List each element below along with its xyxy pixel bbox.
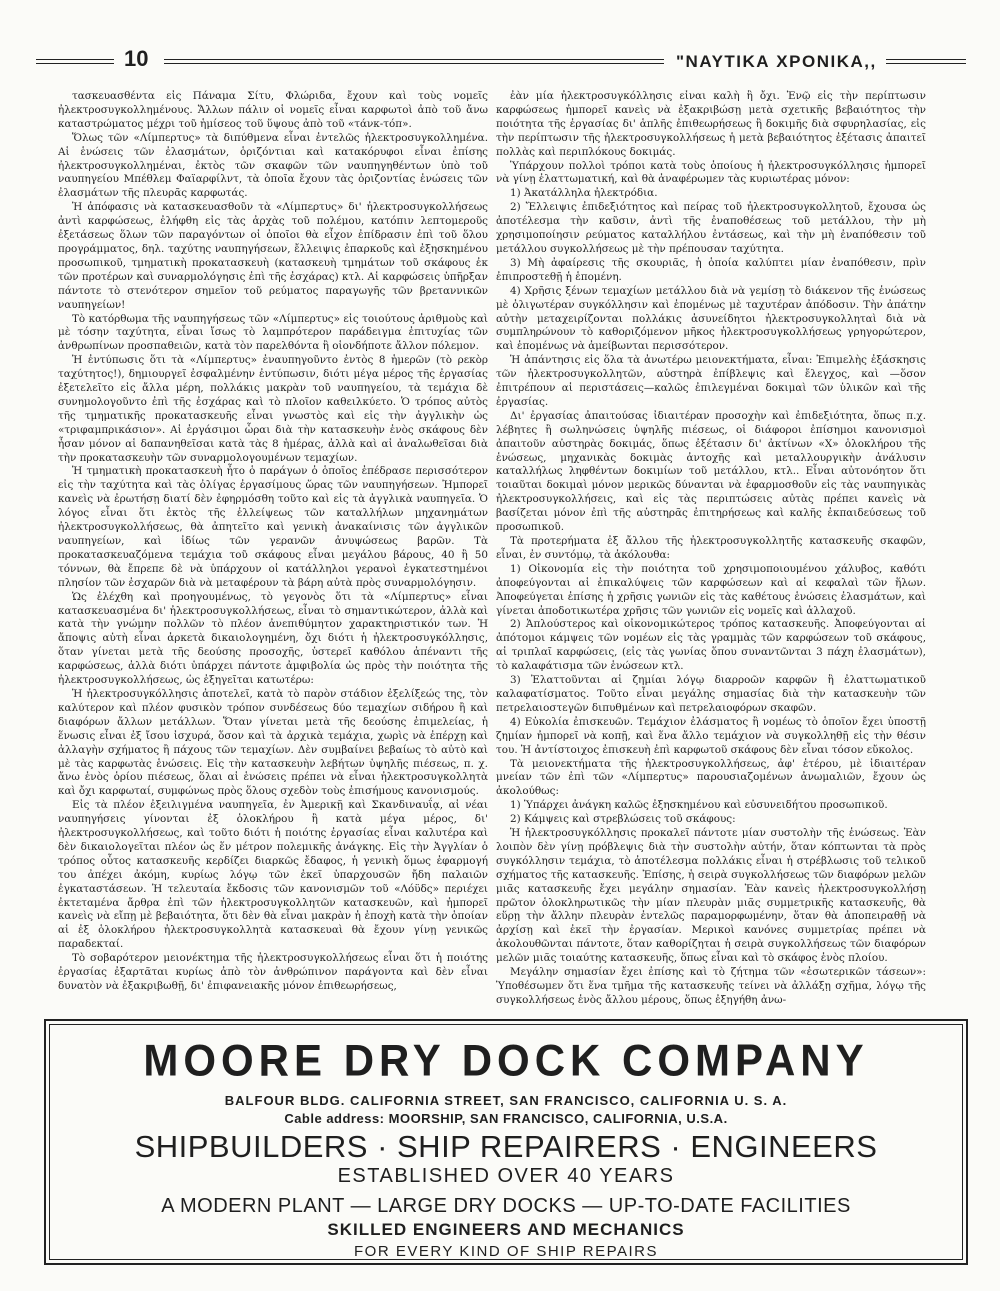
paragraph: Ὡς ἐλέχθη καὶ προηγουμένως, τὸ γεγονὸς ὅτι τὰ «Λίμπερτυς» εἶναι κατασκευασμένα δι' ἠλεκτροσυγκολλήσεως, εἶναι τὸ σημαντικώτερον, ἀλλὰ καὶ κατὰ τὴν γνώμην πολλῶν τὸ πλέον ἀνεπιθύμητον χαρακτηριστικόν των. Ἡ ἄποψις αὐτὴ εἶναι ἀρκετὰ δικαιολογημένη, ὄχι διότι ἡ ἠλεκτροσυγκόλλησις, ὅταν γίνεται μετὰ τῆς δεούσης προσοχῆς, ὑστερεῖ καθόλου ἀπέναντι τῆς καρφώσεως, ἀλλὰ διότι ὑπάρχει πάντοτε ἀμφιβολία ὡς πρὸς τὴν ποιότητα τῆς ἠλεκτροσυγκολλήσεως, ὡς ἐξηγεῖται κατωτέρω:: [58, 590, 488, 687]
ad-established: ESTABLISHED OVER 40 YEARS: [337, 1165, 675, 1187]
paragraph: 3) Ἐλαττοῦνται αἱ ζημίαι λόγῳ διαρροῶν καρφῶν ἢ ἐλαττωματικοῦ καλαφατίσματος. Τοῦτο εἶναι μεγάλης σημασίας διὰ τὴν κατασκευὴν τῶν πετρελαιοστεγῶν διπυθμένων καὶ πετρελαιοφόρων σκαφῶν.: [496, 674, 926, 714]
header-rule-left: [36, 59, 114, 64]
paragraph: Εἰς τὰ πλέον ἐξειλιγμένα ναυπηγεῖα, ἐν Ἀμερικῇ καὶ Σκανδιναυΐᾳ, αἱ νέαι ναυπηγήσεις γίνονται ἐξ ὁλοκλήρου ἢ κατὰ μέγα μέρος, δι' ἠλεκτροσυγκολλήσεως, καὶ τοῦτο διότι ἡ ποιότης ἐργασίας εἶναι καλυτέρα καὶ δὲν δικαιολογεῖται πλέον ὡς ἕν μέτρον πολεμικῆς ἀνάγκης. Εἰς τὴν Ἀγγλίαν ὁ τρόπος οὗτος κατασκευῆς κερδίζει διαρκῶς ἔδαφος, ἡ γενικὴ ὅμως ἐφαρμογή του ἀπέχει ἀκόμη, κυρίως λόγῳ τῶν ἐκεῖ ὑπαρχουσῶν ἤδη παλαιῶν ἐγκαταστάσεων. Ἡ τελευταία ἔκδοσις τῶν κανονισμῶν τοῦ «Λόϋδς» περιέχει ἐκτεταμένα ἄρθρα ἐπὶ τῶν ἠλεκτροσυγκολλητῶν κατασκευῶν, καὶ ἠμπορεῖ κανεὶς νὰ εἴπῃ μὲ βεβαιότητα, ὅτι δὲν θὰ εἶναι μακρὰν ἡ ἐποχὴ κατὰ τὴν ὁποίαν αἱ ἐξ ὁλοκλήρου ἠλεκτροσυγκολλητὰ κατασκευαὶ θὰ ἔχουν γίνῃ γενικῶς παραδεκταί.: [58, 799, 488, 951]
paragraph: Ἡ ἠλεκτροσυγκόλλησις ἀποτελεῖ, κατὰ τὸ παρὸν στάδιον ἐξελίξεώς της, τὸν καλύτερον καὶ πλέον φυσικὸν τρόπον συνδέσεως δύο τεμαχίων σιδήρου ἢ καὶ διαφόρων ἄλλων μετάλλων. Ὅταν γίνεται μετὰ τῆς δεούσης ἐπιμελείας, ἡ ἕνωσις εἶναι ἐξ ἴσου ἰσχυρά, ὅσον καὶ τὰ ἀρχικὰ τεμάχια, χωρὶς νὰ ἐπέρχῃ καὶ ἀλλαγὴν σχήματος ἢ πάχους τῶν τεμαχίων. Δὲν συμβαίνει βεβαίως τὸ αὐτὸ καὶ μὲ τὰς καρφωτὰς ἑνώσεις. Εἰς τὴν κατασκευὴν λεβήτων ὑψηλῆς πιέσεως, π. χ. ἄνω ἑνὸς ὁρίου πιέσεως, ὅλαι αἱ ἑνώσεις πρέπει νὰ εἶναι ἠλεκτροσυγκολλητὰ καὶ ὄχι καρφωταί, συμφώνως πρὸς ὅλους σχεδὸν τοὺς ἐπισήμους κανονισμούς.: [58, 687, 488, 798]
paragraph: Τὰ προτερήματα ἐξ ἄλλου τῆς ἠλεκτροσυγκολλητῆς κατασκευῆς σκαφῶν, εἶναι, ἐν συντόμῳ, τὰ ἀκόλουθα:: [496, 535, 926, 561]
paragraph: Τὰ μειονεκτήματα τῆς ἠλεκτροσυγκολλήσεως, ἀφ' ἑτέρου, μὲ ἰδιαιτέραν μνείαν τῶν ἐπὶ τῶν «Λίμπερτυς» παρουσιαζομένων ἀνωμαλιῶν, ἔχουν ὡς ἀκολούθως:: [496, 757, 926, 798]
left-text-column: [58, 90, 488, 1010]
paragraph: Ἡ ἠλεκτροσυγκόλλησις προκαλεῖ πάντοτε μίαν συστολὴν τῆς ἑνώσεως. Ἐὰν λοιπὸν δὲν γίνῃ πρόβλεψις διὰ τὴν συστολὴν αὐτήν, ὅταν κόπτωνται τὰ πρὸς συγκόλλησιν τεμάχια, τὸ ἀποτέλεσμα πολλάκις εἶναι ἡ στρέβλωσις τοῦ τελικοῦ σχήματος τῆς κατασκευῆς. Ἐπίσης, ἡ σειρὰ συγκολλήσεως τῶν διαφόρων μελῶν μιᾶς κατασκευῆς ἔχει μεγάλην σημασίαν. Ἐὰν κανεὶς ἠλεκτροσυγκολλήσῃ πρῶτον ὁλοκληρωτικῶς τὴν μίαν πλευρὰν μιᾶς συμμετρικῆς κατασκευῆς, θὰ εὕρῃ τὴν ἄλλην πλευρὰν ἐντελῶς παραμορφωμένην, ὅταν θὰ ἀποπειραθῇ νὰ ἀρχίσῃ καὶ ἐκεῖ τὴν ἐργασίαν. Μερικοὶ κανόνες συμμετρίας πρέπει νὰ ἀκολουθῶνται πάντοτε, ὅταν καθορίζηται ἡ σειρὰ συγκολλήσεως τῶν διαφόρων μελῶν μιᾶς τοιαύτης κατασκευῆς, ὅπως εἶναι καὶ τὸ σκάφος ἑνὸς πλοίου.: [496, 827, 926, 965]
paragraph: 2) Ἔλλειψις ἐπιδεξιότητος καὶ πείρας τοῦ ἠλεκτροσυγκολλητοῦ, ἔχουσα ὡς ἀποτέλεσμα τὴν καῦσιν, ἀντὶ τῆς ἐναποθέσεως τοῦ μετάλλου, τὴν μὴ χρησιμοποίησιν ρεύματος καταλλήλου ἐντάσεως, καὶ τὴν μὴ ἐναπόθεσιν τοῦ μετάλλου συγκολλήσεως μὲ τὴν πρέπουσαν ταχύτητα.: [496, 201, 926, 255]
ad-modern-plant: A MODERN PLANT — LARGE DRY DOCKS — UP-TO-DATE FACILITIES: [161, 1195, 851, 1217]
paragraph: 1) Ὑπάρχει ἀνάγκη καλῶς ἐξησκημένου καὶ εὐσυνειδήτου προσωπικοῦ.: [510, 799, 888, 812]
paragraph: 3) Μὴ ἀφαίρεσις τῆς σκουριᾶς, ἡ ὁποία καλύπτει μίαν ἐναπόθεσιν, πρὶν ἐπιπροστεθῇ ἡ ἑπομένη.: [496, 256, 926, 283]
paragraph: 1) Οἰκονομία εἰς τὴν ποιότητα τοῦ χρησιμοποιουμένου χάλυβος, καθότι ἀποφεύγονται αἱ ἐπικαλύψεις τῶν καρφώσεων καὶ αἱ κεφαλαὶ τῶν ἥλων. Ἀποφεύγεται ἐπίσης ἡ χρῆσις γωνιῶν εἰς τὰς καθέτους ἑνώσεις ἐλασμάτων, καὶ γίνεται ἀποδοτικωτέρα χρῆσις τῶν γωνιῶν εἰς νομεῖς καὶ ἀλλαχοῦ.: [496, 562, 926, 617]
ad-every-kind: FOR EVERY KIND OF SHIP REPAIRS: [354, 1243, 658, 1260]
paragraph: Ὅλως τῶν «Λίμπερτυς» τὰ διπύθμενα εἶναι ἐντελῶς ἠλεκτροσυγκολλημένα. Αἱ ἑνώσεις τῶν ἐλασμάτων, ὁριζόντιαι καὶ κατακόρυφοι εἶναι ἐπίσης ἠλεκτροσυγκολλημέναι, ἐκτὸς τῶν σκαφῶν τῶν ναυπηγηθέντων ὑπὸ τοῦ ναυπηγείου Μπέθλεμ Φαϊαρφίλντ, τὰ ὁποῖα ἔχουν τὰς ὁριζοντίας ἑνώσεις τῶν ἐλασμάτων τῆς πλευρᾶς καρφωτάς.: [58, 131, 488, 200]
paragraph: ἐὰν μία ἠλεκτροσυγκόλλησις εἶναι καλὴ ἢ ὄχι. Ἐνῷ εἰς τὴν περίπτωσιν καρφώσεως ἠμπορεῖ κανεὶς νὰ ἐξακριβώσῃ μετὰ σχετικῆς βεβαιότητος τὴν ποιότητα τῆς ἐργασίας δι' ἁπλῆς ἐπιθεωρήσεως ἢ δοκιμῆς διὰ σφυρηλασίας, εἰς τὴν περίπτωσιν τῆς ἠλεκτροσυγκολλήσεως ἡ μετὰ βεβαιότητος ἐξέτασις ἀπαιτεῖ πολλὰς καὶ περιπλόκους δοκιμάς.: [496, 90, 926, 158]
paragraph: Τὸ σοβαρότερον μειονέκτημα τῆς ἠλεκτροσυγκολλήσεως εἶναι ὅτι ἡ ποιότης ἐργασίας ἐξαρτᾶται κυρίως ἀπὸ τὸν ἀνθρώπινον παράγοντα καὶ δὲν εἶναι δυνατὸν νὰ ἐξακριβωθῇ, δι' ἐπιφανειακῆς μόνον ἐπιθεωρήσεως,: [58, 952, 488, 992]
paragraph: 2) Ἁπλούστερος καὶ οἰκονομικώτερος τρόπος κατασκευῆς. Ἀποφεύγονται αἱ ἀπότομοι κάμψεις τῶν νομέων εἰς τὰς γραμμὰς τῶν καρφώσεων τοῦ σκάφους, αἱ τριπλαῖ καρφώσεις, (εἰς τὰς γωνίας ὅπου συναντῶνται 3 πάχη ἐλασμάτων), τὸ καλαφάτισμα τῶν ἑνώσεων κτλ.: [496, 618, 926, 673]
ad-services: SHIPBUILDERS · SHIP REPAIRERS · ENGINEERS: [134, 1129, 878, 1164]
running-title: "ΝΑΥΤΙΚΑ ΧΡΟΝΙΚΑ,,: [676, 52, 877, 71]
paragraph: 2) Κάμψεις καὶ στρεβλώσεις τοῦ σκάφους:: [510, 813, 736, 826]
page-header: [36, 46, 966, 78]
ad-skilled-engineers: SKILLED ENGINEERS AND MECHANICS: [327, 1220, 685, 1239]
paragraph: Ἡ τμηματικὴ προκατασκευὴ ἦτο ὁ παράγων ὁ ὁποῖος ἐπέδρασε περισσότερον εἰς τὴν ταχύτητα καὶ τὰς ὀλίγας ἐργασίμους ὥρας τῶν ναυπηγήσεων. Ἠμπορεῖ κανεὶς νὰ ἐρωτήσῃ διατί δὲν ἐφηρμόσθη τοῦτο καὶ εἰς τὰ ἀγγλικὰ ναυπηγεῖα. Ὁ λόγος εἶναι ὅτι ἐκτὸς τῆς ἐλλείψεως τῶν καταλλήλων μηχανημάτων ἠλεκτροσυγκολλήσεως, θὰ ἀπητεῖτο καὶ γενικὴ ἀνακαίνισις τῶν ἀγγλικῶν ναυπηγείων, καὶ ἰδίως τῶν γερανῶν ἀνυψώσεως βαρῶν. Τὰ προκατασκευαζόμενα τεμάχια τοῦ σκάφους εἶναι μεγάλου βάρους, 40 ἢ 50 τόννων, θὰ ἔπρεπε δὲ νὰ ὑπάρχουν οἱ κατάλληλοι γερανοὶ ἐγκατεστημένοι πλησίον τῶν ἐσχαρῶν διὰ νὰ μεταφέρουν τὰ βάρη αὐτὰ πρὸς συναρμολόγησιν.: [58, 465, 488, 589]
moore-dry-dock-advertisement: [44, 1019, 968, 1265]
paragraph: Ὑπάρχουν πολλοὶ τρόποι κατὰ τοὺς ὁποίους ἡ ἠλεκτροσυγκόλλησις ἠμπορεῖ νὰ γίνῃ ἐλαττωματική, καὶ θὰ ἀναφέρωμεν τὰς κυριωτέρας μόνον:: [496, 159, 926, 186]
paragraph: Ἡ ἀπόφασις νὰ κατασκευασθοῦν τὰ «Λίμπερτυς» δι' ἠλεκτροσυγκολλήσεως ἀντὶ καρφώσεως, ἐλήφθη εἰς τὰς ἀρχὰς τοῦ πολέμου, κατόπιν λεπτομεροῦς ἐξετάσεως ὅλων τῶν παραγόντων οἱ ὁποῖοι θὰ εἶχον ἐπίδρασιν ἐπὶ τοῦ ὅλου προγράμματος, δηλ. ταχύτης ναυπηγήσεων, ἔλλειψις ἐπαρκοῦς καὶ ἐξησκημένου προσωπικοῦ, τμηματικὴ προκατασκευὴ (κατασκευὴ τμημάτων τοῦ σκάφους ἐκ τῶν προτέρων καὶ συναρμολόγησις ἐπὶ τῆς ἐσχάρας) κτλ. Αἱ καρφώσεις ὑπῆρξαν πάντοτε τὸ στενότερον σημεῖον τοῦ ρεύματος παραγωγῆς τῶν βρεταννικῶν ναυπηγείων!: [58, 201, 488, 311]
paragraph: Ἡ ἐντύπωσις ὅτι τὰ «Λίμπερτυς» ἐναυπηγοῦντο ἐντὸς 8 ἡμερῶν (τὸ ρεκὸρ ταχύτητος!), δημιουργεῖ ἐσφαλμένην ἐντύπωσιν, διότι μέγα μέρος τῆς ἐργασίας ἐξετελεῖτο εἰς ἄλλα μέρη, πολλάκις μακρὰν τοῦ ναυπηγείου, τὰ τεμάχια δὲ συνημολογοῦντο ἐπὶ τῆς ἐσχάρας καὶ τὸ πλοῖον καθειλκύετο. Ὁ τρόπος αὐτὸς τῆς τμηματικῆς προκατασκευῆς εἶναι γνωστὸς καὶ εἰς τὴν ἀγγλικὴν ὡς «τριφαμπρικάσιον». Αἱ ἐργάσιμοι ὧραι διὰ τὴν κατασκευὴν ἑνὸς σκάφους δὲν ἦσαν μόνον αἱ δαπανηθεῖσαι κατὰ τὰς 8 ἡμέρας, ἀλλὰ καὶ αἱ ἀναλωθεῖσαι διὰ τὴν προκατασκευὴν τῶν συναρμολογουμένων τεμαχίων.: [58, 354, 488, 464]
paragraph: 1) Ἀκατάλληλα ἠλεκτρόδια.: [510, 187, 658, 200]
paragraph: 4) Εὐκολία ἐπισκευῶν. Τεμάχιον ἐλάσματος ἢ νομέως τὸ ὁποῖον ἔχει ὑποστῇ ζημίαν ἠμπορεῖ νὰ κοπῇ, καὶ ἕνα ἄλλο τεμάχιον νὰ συγκολληθῇ εἰς τὴν θέσιν του. Ἡ ἀντίστοιχος ἐπισκευὴ ἐπὶ καρφωτοῦ σκάφους δὲν εἶναι τόσον εὔκολος.: [496, 715, 926, 756]
paragraph: Τὸ κατόρθωμα τῆς ναυπηγήσεως τῶν «Λίμπερτυς» εἰς τοιούτους ἀριθμοὺς καὶ μὲ τόσην ταχύτητα, εἶναι ἴσως τὸ λαμπρότερον παράδειγμα ἐπιτυχίας τῶν ἀνθρωπίνων προσπαθειῶν, κατὰ τὸν παρελθόντα ἢ οἱονδήποτε ἄλλον πόλεμον.: [58, 312, 488, 353]
paragraph: 4) Χρῆσις ξένων τεμαχίων μετάλλου διὰ νὰ γεμίσῃ τὸ διάκενον τῆς ἑνώσεως μὲ ὀλιγωτέραν συγκόλλησιν καὶ ἑπομένως μὲ ταχυτέραν ἀπόδοσιν. Τὴν ἀπάτην αὐτὴν μεταχειρίζονται πολλάκις ἀσυνείδητοι ἠλεκτροσυγκολληταὶ διὰ νὰ συμπληρώνουν τὸ καθοριζόμενον μῆκος ἠλεκτροσυγκολλήσεως γρηγορώτερον, καὶ ἑπομένως νὰ ἀμείβωνται περισσότερον.: [496, 284, 926, 353]
ad-cable-address: Cable address: MOORSHIP, SAN FRANCISCO, CALIFORNIA, U.S.A.: [284, 1111, 728, 1126]
header-rule-right: [886, 59, 966, 64]
ad-inner-border: [49, 1024, 963, 1260]
paragraph: τασκευασθέντα εἰς Πάναμα Σίτυ, Φλώριδα, ἔχουν καὶ τοὺς νομεῖς ἠλεκτροσυγκολλημένους. Ἄλλων πάλιν οἱ νομεῖς εἶναι καρφωτοὶ ἀπὸ τοῦ ἄνω καταστρώματος μέχρι τοῦ ἡμίσεος τοῦ ὕψους ἀπὸ τοῦ «τάνκ-τόπ».: [58, 90, 488, 130]
ad-company-name: MOORE DRY DOCK COMPANY: [143, 1035, 869, 1086]
ad-address: BALFOUR BLDG. CALIFORNIA STREET, SAN FRANCISCO, CALIFORNIA U. S. A.: [224, 1093, 788, 1108]
header-rule-middle: [164, 59, 664, 64]
paragraph: Ἡ ἀπάντησις εἰς ὅλα τὰ ἀνωτέρω μειονεκτήματα, εἶναι: Ἐπιμελὴς ἐξάσκησις τῶν ἠλεκτροσυγκολλητῶν, αὐστηρὰ ἐπίβλεψις καὶ ἔλεγχος, καὶ —ὅσον ἐπιτρέπουν αἱ περιστάσεις—καλῶς ἐπιλεγμέναι δοκιμαὶ τῶν ὑλικῶν καὶ τῆς ἐργασίας.: [496, 354, 926, 408]
right-text-column: [496, 90, 926, 1010]
page-number: 10: [124, 46, 149, 71]
paragraph: Δι' ἐργασίας ἀπαιτούσας ἰδιαιτέραν προσοχὴν καὶ ἐπιδεξιότητα, ὅπως π.χ. λέβητες ἢ σωληνώσεις ὑψηλῆς πιέσεως, οἱ διάφοροι ἐπίσημοι κανονισμοὶ ἀπαιτοῦν αὐστηρὰς δοκιμάς, ὅπως ἐξέτασιν δι' ἀκτίνων «Χ» ὁλοκλήρου τῆς ἑνώσεως, μηχανικὰς δοκιμὰς ἀντοχῆς καὶ μεταλλουργικὴν ἀνάλυσιν καταλλήλως ληφθέντων δοκιμίων τοῦ μετάλλου, κτλ.. Εἶναι αὐτονόητον ὅτι τοιαῦται δοκιμαὶ μόνον μερικῶς δύνανται νὰ ἐφαρμοσθοῦν εἰς τὰς ναυπηγικὰς ἠλεκτροσυγκολλήσεις, καὶ εἰς τὰς περιπτώσεις αὐτὰς πρέπει κανεὶς νὰ βασίζεται μόνον ἐπὶ τῆς αὐστηρᾶς ἐπιτηρήσεως καὶ καλῆς ἐκπαιδεύσεως τοῦ προσωπικοῦ.: [496, 409, 926, 534]
paragraph: Μεγάλην σημασίαν ἔχει ἐπίσης καὶ τὸ ζήτημα τῶν «ἐσωτερικῶν τάσεων»: Ὑποθέσωμεν ὅτι ἕνα τμῆμα τῆς κατασκευῆς τείνει νὰ ἀλλάξῃ σχῆμα, λόγῳ τῆς συγκολλήσεως ἑνὸς ἄλλου μέρους, ὅπως ἐξηγήθη ἀνω-: [496, 966, 926, 1006]
